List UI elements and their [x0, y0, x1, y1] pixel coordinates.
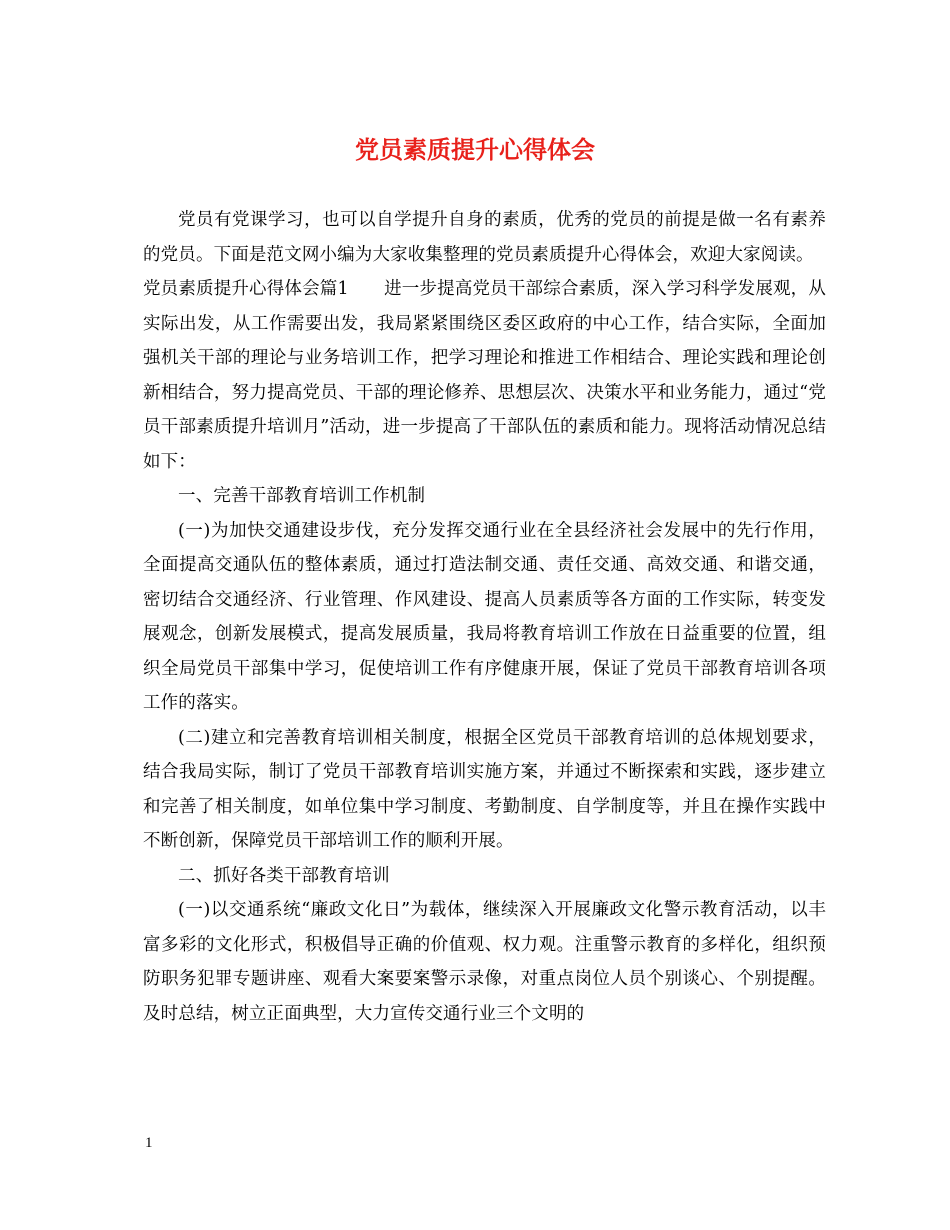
document-body [143, 203, 826, 1031]
document-title: 党员素质提升心得体会 [355, 135, 595, 164]
paragraph-section-1-2: (二)建立和完善教育培训相关制度，根据全区党员干部教育培训的总体规划要求，结合我局实际，制订了党员干部教育培训实施方案，并通过不断探索和实践，逐步建立和完善了相关制度，如单位集中学习制度、考勤制度、自学制度等，并且在操作实践中不断创新，保障党员干部培训工作的顺利开展。 [143, 727, 826, 851]
section-heading-2: 二、抓好各类干部教育培训 [178, 865, 390, 886]
section-heading-1: 一、完善干部教育培训工作机制 [178, 486, 426, 506]
paragraph-article-1: 党员素质提升心得体会篇1 进一步提高党员干部综合素质，深入学习科学发展观，从实际出发，从工作需要出发，我局紧紧围绕区委区政府的中心工作，结合实际，全面加强机关干部的理论与业务培训工作，把学习理论和推进工作相结合、理论实践和理论创新相结合，努力提高党员、干部的理论修养、思想层次、决策水平和业务能力，通过“党员干部素质提升培训月”活动，进一步提高了干部队伍的素质和能力。现将活动情况总结如下： [143, 279, 826, 472]
paragraph-intro: 党员有党课学习，也可以自学提升自身的素质，优秀的党员的前提是做一名有素养的党员。下面是范文网小编为大家收集整理的党员素质提升心得体会，欢迎大家阅读。 [143, 210, 826, 265]
page-number: 1 [145, 1135, 153, 1151]
paragraph-section-1-1: (一)为加快交通建设步伐，充分发挥交通行业在全县经济社会发展中的先行作用，全面提高交通队伍的整体素质，通过打造法制交通、责任交通、高效交通、和谐交通，密切结合交通经济、行业管理、作风建设、提高人员素质等各方面的工作实际，转变发展观念，创新发展模式，提高发展质量，我局将教育培训工作放在日益重要的位置，组织全局党员干部集中学习，促使培训工作有序健康开展，保证了党员干部教育培训各项工作的落实。 [143, 520, 826, 713]
paragraph-section-2-1: (一)以交通系统“廉政文化日”为载体，继续深入开展廉政文化警示教育活动，以丰富多彩的文化形式，积极倡导正确的价值观、权力观。注重警示教育的多样化，组织预防职务犯罪专题讲座、观看大案要案警示录像，对重点岗位人员个别谈心、个别提醒。及时总结，树立正面典型，大力宣传交通行业三个文明的 [143, 900, 826, 1024]
